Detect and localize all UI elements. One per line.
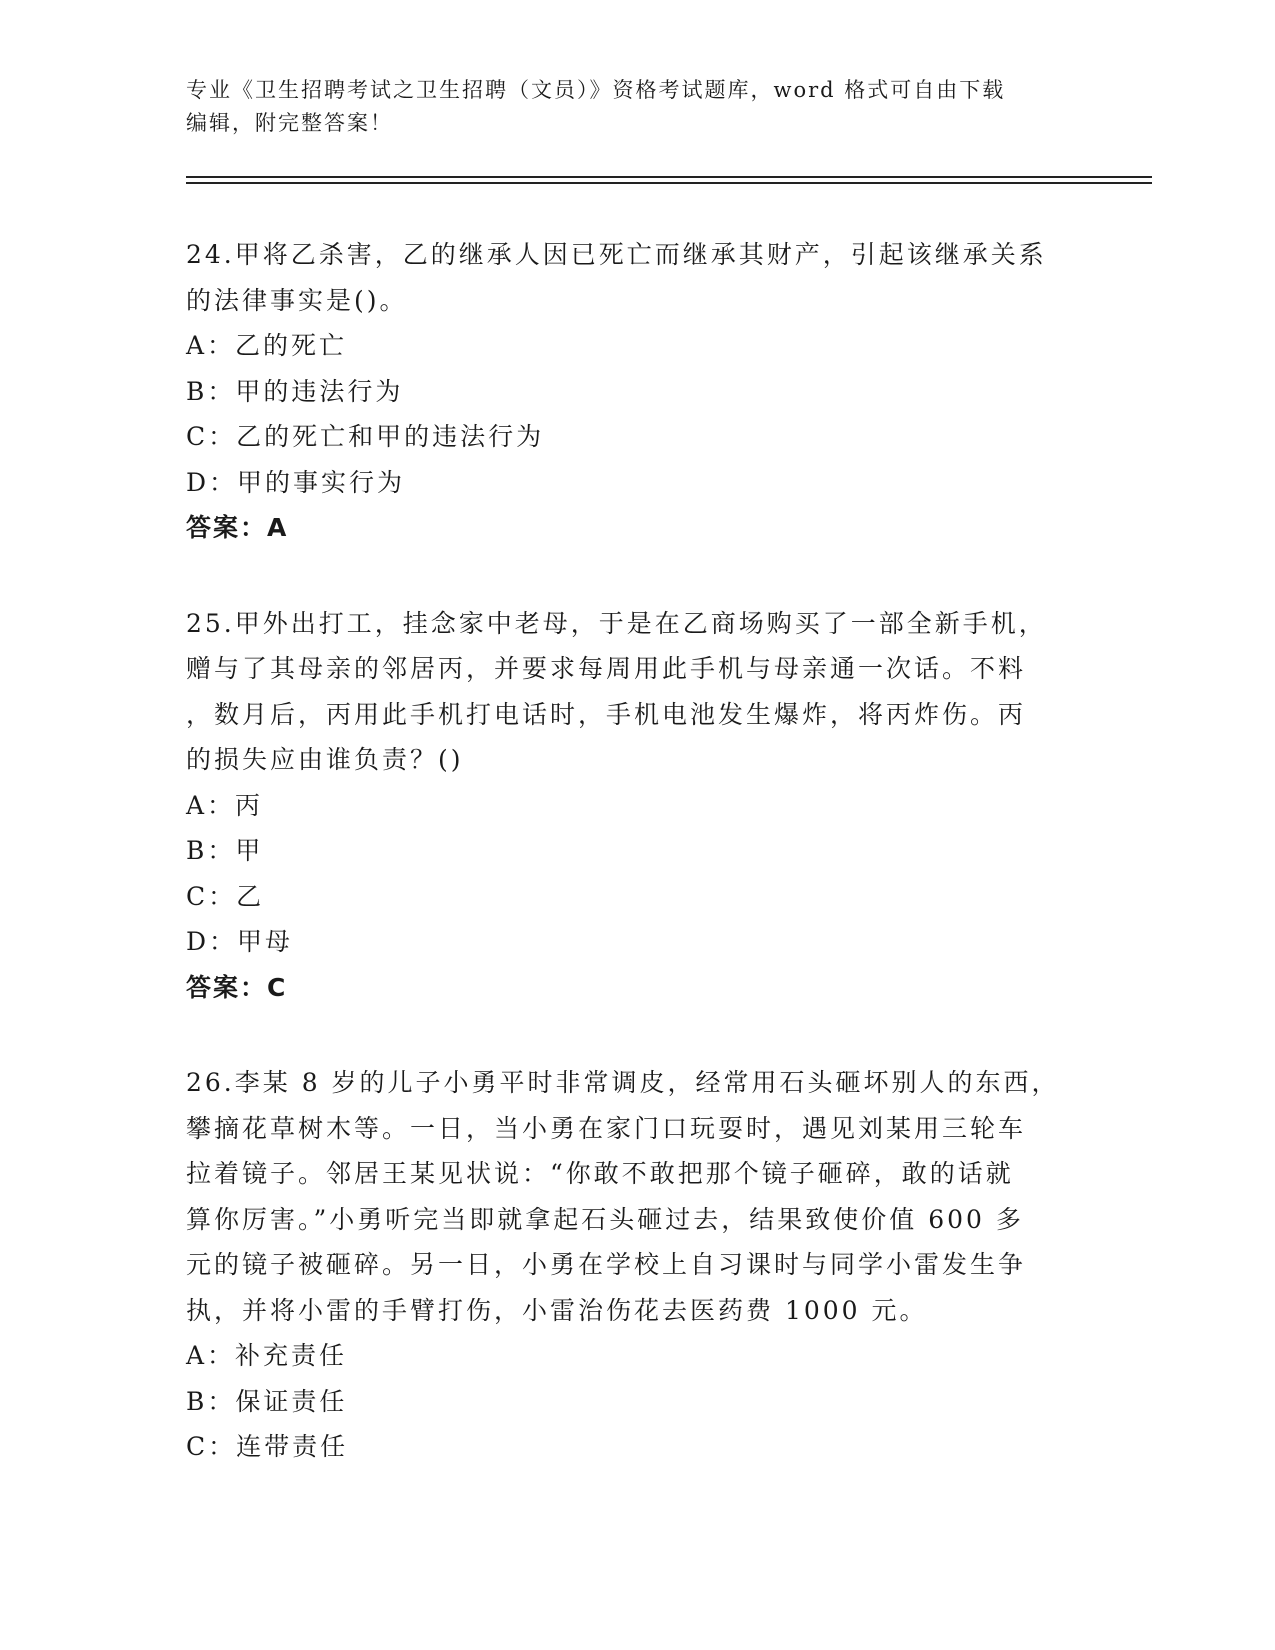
question-text-line: 拉着镜子。邻居王某见状说：“你敢不敢把那个镜子砸碎，敢的话就 [186,1159,1014,1188]
header-divider-bottom [186,182,1152,184]
question-text-line: 攀摘花草树木等。一日，当小勇在家门口玩耍时，遇见刘某用三轮车 [186,1113,1027,1143]
question-text-line: 赠与了其母亲的邻居丙，并要求每周用此手机与母亲通一次话。不料 [186,654,1027,683]
header-divider-top [186,176,1152,178]
question-text-line: 的法律事实是()。 [186,285,408,315]
option-d: D：甲母 [186,927,294,956]
header-line-1: 专业《卫生招聘考试之卫生招聘（文员）》资格考试题库，word 格式可自由下载 [186,78,1006,102]
option-b: B：甲 [186,836,264,865]
header-line-2: 编辑，附完整答案！ [186,111,393,135]
question-text-line: 元的镜子被砸碎。另一日，小勇在学校上自习课时与同学小雷发生争 [186,1250,1027,1279]
question-text-line: 的损失应由谁负责？() [186,745,464,774]
option-a: A：乙的死亡 [186,331,348,360]
option-b: B：保证责任 [186,1386,348,1416]
question-text-line: 26.李某 8 岁的儿子小勇平时非常调皮，经常用石头砸坏别人的东西， [186,1068,1060,1097]
option-b: B：甲的违法行为 [186,376,404,406]
option-a: A：补充责任 [186,1341,348,1370]
question-text-line: 算你厉害。”小勇听完当即就拿起石头砸过去，结果致使价值 600 多 [186,1204,1024,1234]
option-c: C：乙 [186,881,265,911]
question-text-line: 25.甲外出打工，挂念家中老母，于是在乙商场购买了一部全新手机， [186,608,1047,638]
question-text-line: 24.甲将乙杀害，乙的继承人因已死亡而继承其财产，引起该继承关系 [186,240,1047,269]
option-c: C：连带责任 [186,1432,349,1461]
question-24 [186,232,1066,551]
question-26 [186,1060,1066,1470]
question-25 [186,601,1066,1011]
question-text-line: ，数月后，丙用此手机打电话时，手机电池发生爆炸，将丙炸伤。丙 [186,699,1027,729]
question-list [186,232,1066,1520]
page-header [186,74,1086,140]
option-c: C：乙的死亡和甲的违法行为 [186,422,545,451]
option-d: D：甲的事实行为 [186,467,406,497]
answer-label: 答案：A [186,513,289,542]
question-text-line: 执，并将小雷的手臂打伤，小雷治伤花去医药费 1000 元。 [186,1295,928,1325]
answer-label: 答案：C [186,972,288,1002]
option-a: A：丙 [186,790,264,820]
